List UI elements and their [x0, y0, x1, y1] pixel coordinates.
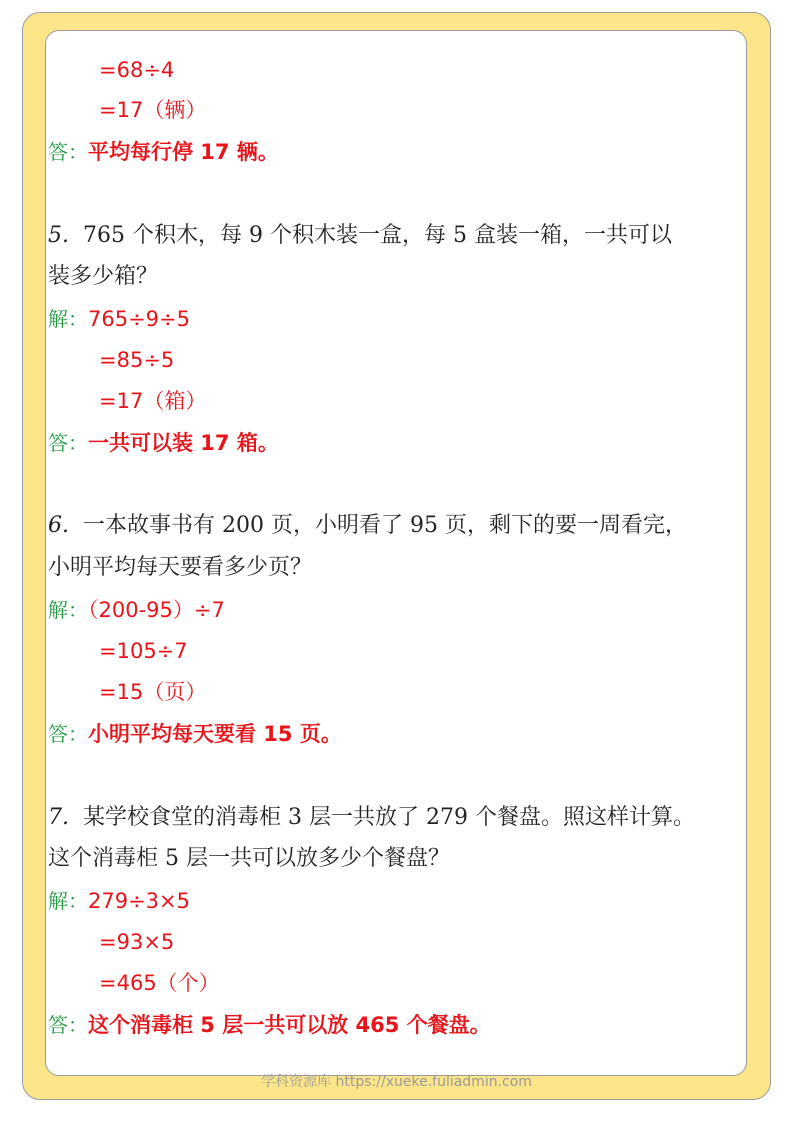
problem-7-answer-line	[48, 1010, 491, 1040]
problem-5-step-3: =17（箱）	[99, 389, 207, 413]
answer-text: 这个消毒柜 5 层一共可以放 465 个餐盘。	[88, 1013, 491, 1037]
problem-6-question-line-1	[48, 511, 687, 541]
solution-label: 解：	[48, 598, 88, 622]
problem-6-step-3: =15（页）	[99, 680, 207, 704]
prev-answer-line	[48, 137, 279, 167]
problem-6-solution-line	[48, 595, 225, 625]
problem-7-question-line-2: 这个消毒柜 5 层一共可以放多少个餐盘？	[48, 846, 450, 871]
problem-5-answer-line	[48, 428, 279, 458]
solution-label: 解：	[48, 307, 88, 331]
problem-7-step-2: =93×5	[99, 930, 175, 954]
problem-6-answer-line	[48, 719, 342, 749]
answer-text: 小明平均每天要看 15 页。	[88, 722, 342, 746]
problem-7-solution-line	[48, 886, 190, 916]
problem-6-step-2: =105÷7	[99, 639, 188, 663]
problem-5-solution-line	[48, 304, 190, 334]
answer-label: 答：	[48, 140, 88, 164]
problem-7-question-line-1	[48, 803, 695, 833]
problem-7-step-3: =465（个）	[99, 971, 220, 995]
question-text: 一本故事书有 200 页，小明看了 95 页，剩下的要一周看完，	[83, 513, 687, 538]
problem-5-question-line-2: 装多少箱？	[48, 264, 159, 289]
question-text: 某学校食堂的消毒柜 3 层一共放了 279 个餐盘。照这样计算。	[83, 805, 695, 830]
answer-label: 答：	[48, 722, 88, 746]
problem-5-question-line-1	[48, 221, 672, 251]
problem-5-step-2: =85÷5	[99, 348, 175, 372]
solution-label: 解：	[48, 889, 88, 913]
problem-number: 7.	[48, 805, 69, 830]
prev-step-2: =17（辆）	[99, 98, 207, 122]
prev-step-1: =68÷4	[99, 58, 175, 82]
answer-label: 答：	[48, 431, 88, 455]
answer-text: 一共可以装 17 箱。	[88, 431, 279, 455]
problem-number: 6.	[48, 513, 69, 538]
problem-number: 5.	[48, 223, 69, 248]
problem-6-question-line-2: 小明平均每天要看多少页？	[48, 555, 313, 580]
solution-step: （200-95）÷7	[88, 598, 225, 622]
question-text: 765 个积木，每 9 个积木装一盒，每 5 盒装一箱，一共可以	[83, 223, 672, 248]
solution-step: 279÷3×5	[88, 889, 190, 913]
solution-step: 765÷9÷5	[88, 307, 190, 331]
answer-label: 答：	[48, 1013, 88, 1037]
answer-text: 平均每行停 17 辆。	[88, 140, 279, 164]
footer-watermark: 学科资源库 https://xueke.fuliadmin.com	[261, 1074, 532, 1090]
